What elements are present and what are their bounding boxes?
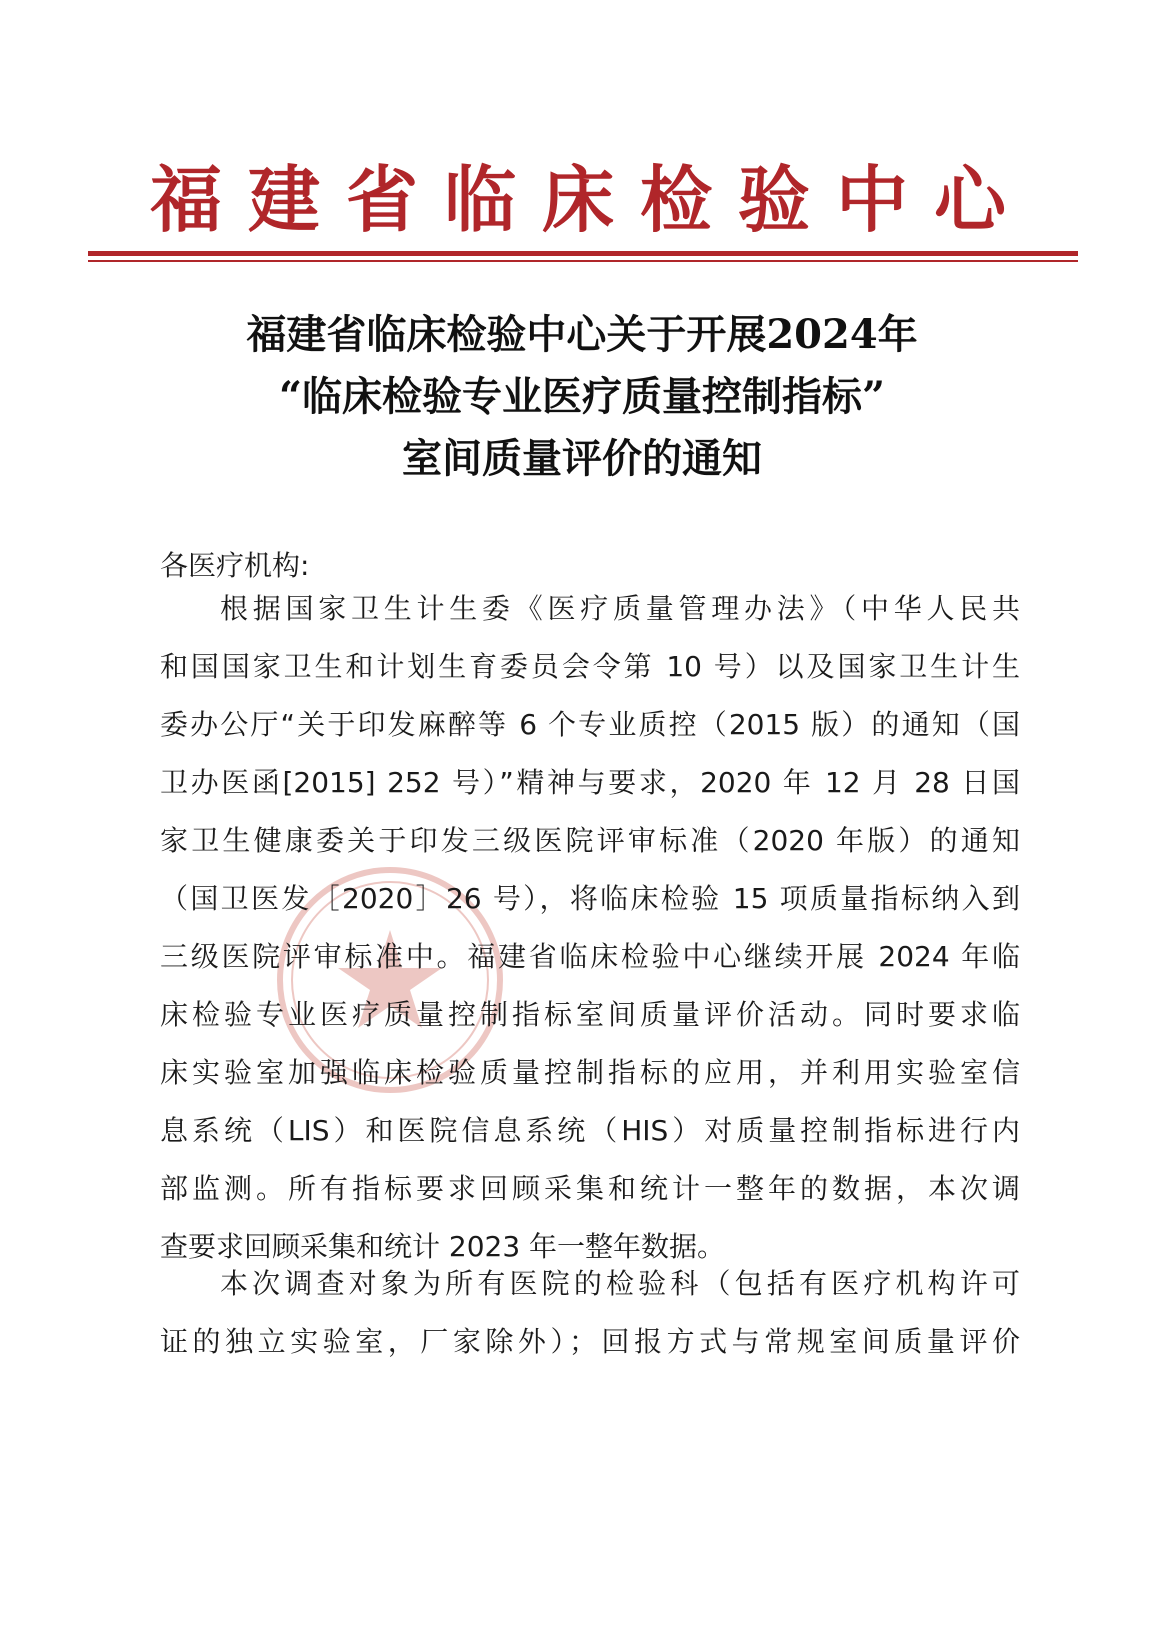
paragraph-line: 部监测。所有指标要求回顾采集和统计一整年的数据，本次调 bbox=[160, 1172, 1020, 1205]
paragraph-line: 息系统（LIS）和医院信息系统（HIS）对质量控制指标进行内 bbox=[160, 1114, 1020, 1147]
paragraph-2 bbox=[160, 1255, 1020, 1371]
paragraph-line: 查要求回顾采集和统计 2023 年一整年数据。 bbox=[160, 1230, 726, 1263]
paragraph-line: 床检验专业医疗质量控制指标室间质量评价活动。同时要求临 bbox=[160, 998, 1020, 1031]
paragraph-line: 床实验室加强临床检验质量控制指标的应用，并利用实验室信 bbox=[160, 1056, 1020, 1089]
paragraph-line: 委办公厅“关于印发麻醉等 6 个专业质控（2015 版）的通知（国 bbox=[160, 708, 1020, 741]
paragraph-line: 和国国家卫生和计划生育委员会令第 10 号）以及国家卫生计生 bbox=[160, 650, 1020, 683]
document-title bbox=[120, 304, 1044, 490]
paragraph-line: （国卫医发［2020］26 号），将临床检验 15 项质量指标纳入到 bbox=[160, 882, 1020, 915]
title-line: 福建省临床检验中心关于开展2024年 bbox=[246, 311, 918, 358]
title-line: 室间质量评价的通知 bbox=[402, 435, 762, 482]
paragraph-line: 家卫生健康委关于印发三级医院评审标准（2020 年版）的通知 bbox=[160, 824, 1020, 857]
letterhead-rule-thick bbox=[88, 251, 1078, 256]
organization-letterhead: 福建省临床检验中心 bbox=[150, 157, 1033, 242]
letterhead-rule-thin bbox=[88, 260, 1078, 262]
paragraph-line: 根据国家卫生计生委《医疗质量管理办法》（中华人民共 bbox=[220, 592, 1020, 625]
salutation: 各医疗机构: bbox=[160, 549, 310, 582]
paragraph-line: 本次调查对象为所有医院的检验科（包括有医疗机构许可 bbox=[220, 1267, 1020, 1300]
paragraph-line: 三级医院评审标准中。福建省临床检验中心继续开展 2024 年临 bbox=[160, 940, 1020, 973]
paragraph-1 bbox=[160, 580, 1020, 1276]
title-line: “临床检验专业医疗质量控制指标” bbox=[278, 373, 885, 420]
paragraph-line: 卫办医函[2015] 252 号）”精神与要求，2020 年 12 月 28 日国 bbox=[160, 766, 1021, 799]
paragraph-line: 证的独立实验室，厂家除外）；回报方式与常规室间质量评价 bbox=[160, 1325, 1020, 1358]
